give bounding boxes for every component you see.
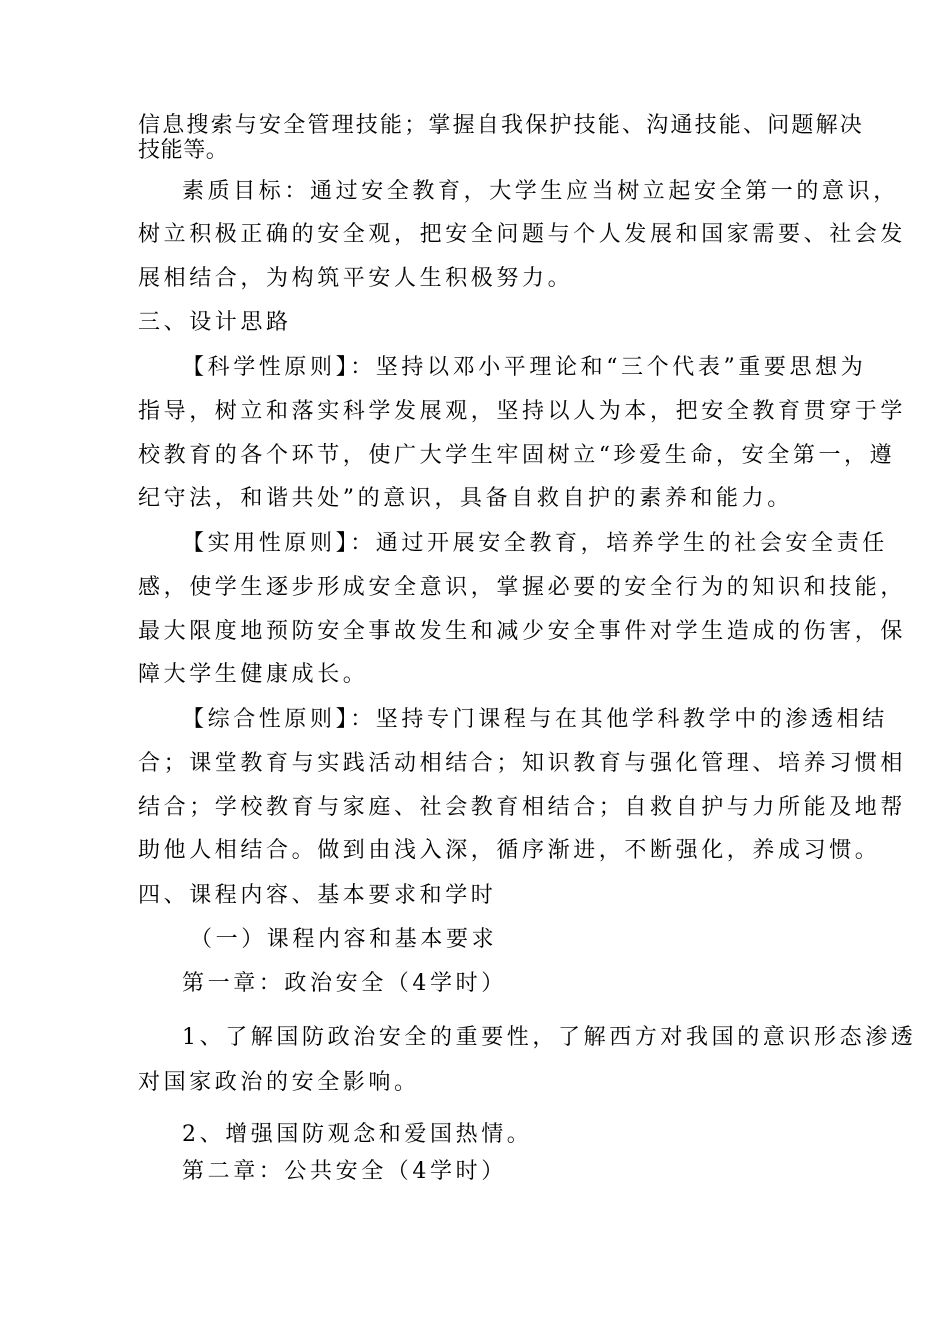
text-line: 素质目标：通过安全教育，大学生应当树立起安全第一的意识， [182, 179, 899, 204]
text-line: 展相结合，为构筑平安人生积极努力。 [138, 266, 574, 291]
text-line: 校教育的各个环节，使广大学生牢固树立“珍爱生命，安全第一，遵 [138, 443, 896, 468]
text-line: 合；课堂教育与实践活动相结合；知识教育与强化管理、培养习惯相 [138, 751, 907, 776]
text-line: 【实用性原则】：通过开展安全教育，培养学生的社会安全责任 [182, 531, 888, 556]
chapter-heading: 第二章：公共安全（4学时） [182, 1159, 507, 1184]
text-line: 2、增强国防观念和爱国热情。 [182, 1122, 533, 1147]
text-line: 指导，树立和落实科学发展观，坚持以人为本，把安全教育贯穿于学 [138, 399, 907, 424]
chapter-heading: 第一章：政治安全（4学时） [182, 971, 507, 996]
text-line: 对国家政治的安全影响。 [138, 1070, 420, 1095]
text-line: 1、了解国防政治安全的重要性，了解西方对我国的意识形态渗透 [182, 1025, 917, 1050]
text-line: 结合；学校教育与家庭、社会教育相结合；自救自护与力所能及地帮 [138, 795, 907, 820]
text-line: 纪守法，和谐共处”的意识，具备自救自护的素养和能力。 [138, 486, 793, 511]
text-line: 【科学性原则】：坚持以邓小平理论和“三个代表”重要思想为 [182, 355, 867, 380]
text-line: 【综合性原则】：坚持专门课程与在其他学科教学中的渗透相结 [182, 707, 888, 732]
text-line: 助他人相结合。做到由浅入深，循序渐进，不断强化，养成习惯。 [138, 838, 881, 863]
text-line: 信息搜索与安全管理技能；掌握自我保护技能、沟通技能、问题解决 [138, 113, 865, 138]
text-line: 最大限度地预防安全事故发生和减少安全事件对学生造成的伤害，保 [138, 619, 907, 644]
text-line: 技能等。 [138, 138, 229, 163]
text-line: 障大学生健康成长。 [138, 662, 369, 687]
section-heading: 三、设计思路 [138, 310, 292, 335]
text-line: 感，使学生逐步形成安全意识，掌握必要的安全行为的知识和技能， [138, 575, 907, 600]
section-heading: 四、课程内容、基本要求和学时 [138, 883, 497, 908]
subsection-heading: （一）课程内容和基本要求 [190, 927, 498, 952]
text-line: 树立积极正确的安全观，把安全问题与个人发展和国家需要、社会发 [138, 222, 907, 247]
